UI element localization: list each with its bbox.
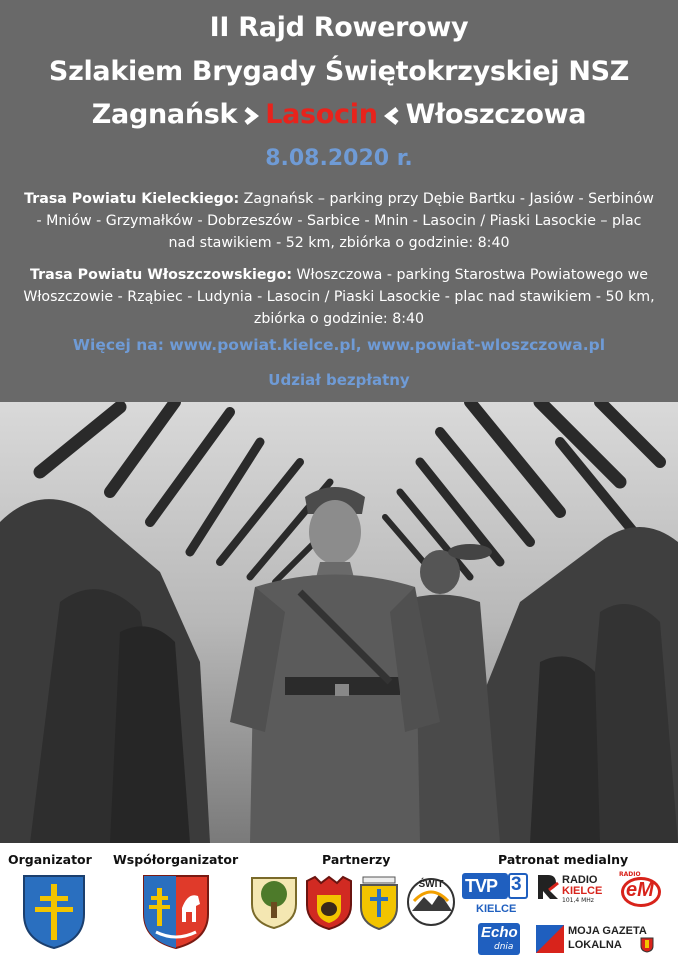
event-date: 8.08.2020 r. <box>265 146 413 171</box>
more-info-links: Więcej na: www.powiat.kielce.pl, www.powiat-wloszczowa.pl <box>72 336 606 354</box>
kielce-county-coat-of-arms-icon <box>22 874 86 950</box>
small-crest-icon <box>640 937 654 953</box>
echo-dnia-logo <box>478 923 520 955</box>
partners-label: Partnerzy <box>322 852 391 867</box>
route-label: Trasa Powiatu Włoszczowskiego: <box>30 267 293 283</box>
radio-em-text: eM <box>626 879 654 901</box>
moja-gazeta-lokalna-logo <box>536 923 664 955</box>
route-label: Trasa Powiatu Kieleckiego: <box>24 191 240 207</box>
echo-sub-text: dnia <box>494 942 514 952</box>
tvp3-kielce-logo <box>462 873 528 919</box>
title-line-3 <box>0 99 678 130</box>
swit-text: ŚWIT <box>418 879 444 890</box>
moja-gazeta-line-1: MOJA GAZETA <box>568 925 647 937</box>
title-destination-town: Lasocin <box>265 99 378 130</box>
radio-em-logo <box>617 871 667 911</box>
commune-crest-icon <box>359 875 399 931</box>
title-end-town: Włoszczowa <box>405 99 587 130</box>
coorganizer-label: Współorganizator <box>113 852 239 867</box>
title-line-2: Szlakiem Brygady Świętokrzyskiej NSZ <box>48 56 630 87</box>
tvp-text: TVP <box>465 876 498 896</box>
radio-kielce-bottom-text: KIELCE <box>562 885 603 897</box>
soldiers-photo-illustration <box>0 402 678 843</box>
title-line-1: II Rajd Rowerowy <box>209 12 469 43</box>
header-panel <box>0 0 678 402</box>
route-description: Włoszczowa - parking Starostwa Powiatowego we Włoszczowie - Rząbiec - Ludynia - Lasocin / Piaski Lasockie - plac nad stawikiem - 50 km, zbiórka o godzinie: 8:40 <box>23 267 655 327</box>
oak-tree-emblem-icon <box>250 876 298 930</box>
swit-association-logo <box>404 877 458 927</box>
moja-gazeta-icon <box>536 925 564 953</box>
sponsors-footer <box>0 843 678 960</box>
tvp3-city-text: KIELCE <box>476 903 517 915</box>
organizer-label: Organizator <box>8 852 92 867</box>
zagnansk-commune-crest-icon <box>305 875 353 931</box>
route-wloszczowski <box>22 264 656 330</box>
title-start-town: Zagnańsk <box>91 99 238 130</box>
radio-kielce-rk-icon <box>536 873 560 901</box>
echo-text: Echo <box>481 924 518 941</box>
media-patronage-label: Patronat medialny <box>498 852 629 867</box>
radio-kielce-top-text: RADIO <box>562 874 598 886</box>
chevron-right-icon <box>243 107 259 125</box>
free-entry-note: Udział bezpłatny <box>268 371 410 389</box>
historical-photo <box>0 402 678 843</box>
route-kielecki <box>22 188 656 254</box>
wloszczowa-county-coat-of-arms-icon <box>142 874 210 950</box>
chevron-left-icon <box>384 107 400 125</box>
moja-gazeta-line-2: LOKALNA <box>568 939 622 951</box>
route-description: Zagnańsk – parking przy Dębie Bartku - Jasiów - Serbinów - Mniów - Grzymałków - Dobrzeszów - Sarbice - Mnin - Lasocin / Piaski Lasockie – plac nad stawikiem - 52 km, zbiórka o godzinie: 8:40 <box>36 191 654 251</box>
radio-em-small-text: RADIO <box>619 871 641 878</box>
radio-kielce-logo <box>536 873 612 907</box>
radio-kielce-frequency: 101,4 MHz <box>562 897 594 904</box>
tvp3-number: 3 <box>511 874 522 895</box>
